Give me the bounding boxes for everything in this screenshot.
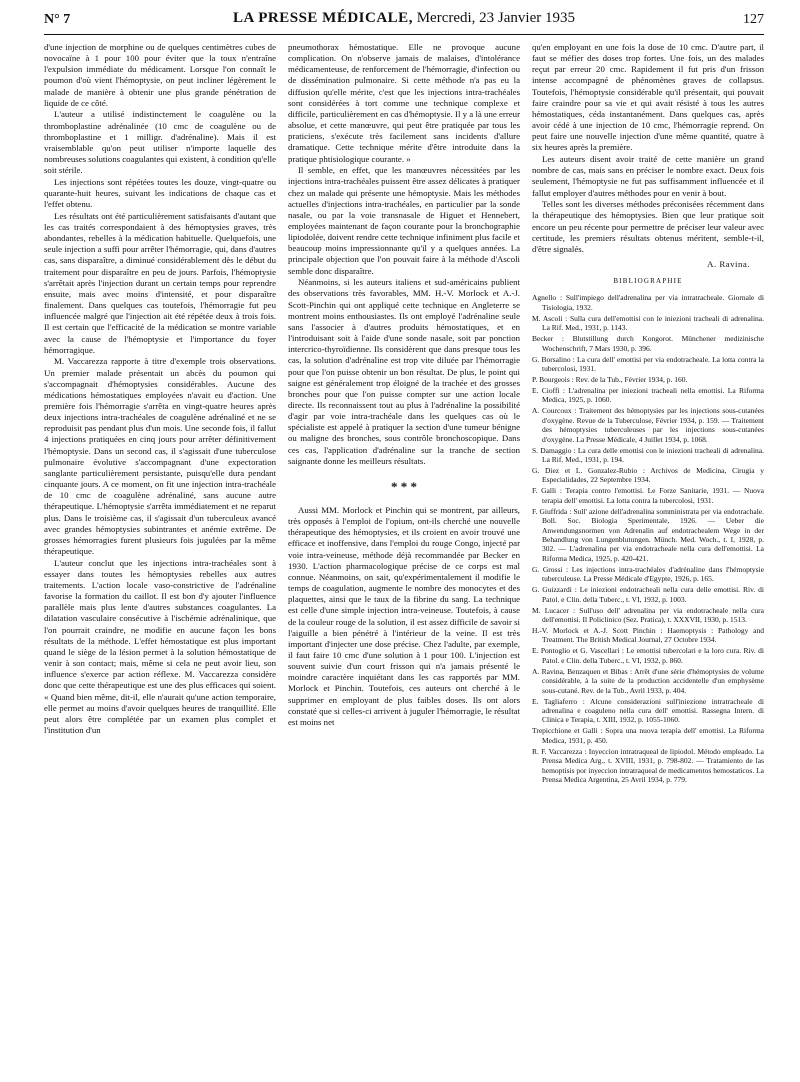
bibliography-entry: Trepicchione et Galli : Sopra una nuova terapia dell' emottisi. La Riforma Medica, 1931, p. 450. (532, 726, 764, 745)
page-header (44, 12, 764, 32)
paragraph: Néanmoins, si les auteurs italiens et sud-américains publient des observations très favorables, MM. H.-V. Morlock et A.-J. Scott-Pinchin qui ont appliqué cette technique en Angleterre se montrent moins enthousiastes. Ils ont employé l'adrénaline seule sans l'associer à d'autres produits hémostatiques, et en l'introduisant soit à l'aide d'une sonde nasale, soit par ponction intercrico-thyroïdienne. Ils considèrent que dans presque tous les cas, la solution d'adrénaline est trop vite diluée par l'hémorragie pour que l'on puisse obtenir un bon résultat. De plus, le point qui saigne est généralement trop éloigné de la trachée et des grosses bronches pour que l'on puisse compter sur une action locale directe. Ils reconnaissent tout au plus à l'adrénaline la possibilité d'agir par voie intra-trachéale dans les quelques cas où le spécialiste est appelé à pratiquer la section d'une tumeur bénigne ou maligne des bronches, sous contrôle bronchoscopique. Dans ces cas, l'application d'adrénaline sur la tranche de section saignante donne les meilleurs résultats. (288, 277, 520, 466)
paragraph: d'une injection de morphine ou de quelques centimètres cubes de novocaïne à 1 pour 100 pour éviter que la toux n'entraîne l'expulsion immédiate du médicament. Lorsque l'on connaît le poumon d'où vient l'hémoptysie, on peut incliner légèrement le malade de manière à obtenir une plus grande pénétration de liquide de ce côté. (44, 42, 276, 108)
paragraph: Les auteurs disent avoir traité de cette manière un grand nombre de cas, mais sans en préciser le nombre exact. Deux fois seulement, l'hémoptysie ne fut pas suffisamment influencée et il fallut employer d'autres méthodes pour en venir à bout. (532, 154, 764, 198)
paragraph: Telles sont les diverses méthodes préconisées récemment dans la thérapeutique des hémoptysies. Bien que leur pratique soit encore un peu récente pour permettre de préciser leur valeur avec certitude, les premiers résultats obtenus méritent, semble-t-il, d'être signalés. (532, 199, 764, 254)
paragraph: L'auteur conclut que les injections intra-trachéales sont à essayer dans toutes les hémoptysies rebelles aux autres traitements. L'action locale vaso-constrictive de l'adrénaline favorise la formation du caillot. Il est bon d'y ajouter l'influence parallèle mais plus lente d'autres substances coagulantes. La dilatation vasculaire consécutive à l'ischémie adrénalinique, que l'on pourrait craindre, ne modifie en aucune façon les bons résultats de la méthode. L'effet hémostatique est plus important quand le siège de la lésion permet à la solution hémostatique de venir à son contact; mais, même si cela ne peut avoir lieu, son influence s'exerce par action réflexe. M. Vaccarezza considère donc que cette thérapeutique est une des plus efficaces qui soient. « Quand bien même, dit-il, elle n'aurait qu'une action temporaire, elle permet au moins d'avoir quelques heures de tranquillité. Elle peut alors être complétée par un examen plus complet et l'institution d'un (44, 557, 276, 736)
section-break-asterisks: * * * (391, 478, 417, 494)
bibliography-entry: Agnello : Sull'impiego dell'adrenalina per via intratracheale. Giornale di Tisiologia, 1932. (532, 293, 764, 312)
publication-date: Mercredi, 23 Janvier 1935 (416, 10, 575, 26)
header-rule (44, 34, 764, 35)
author-signature: A. Ravina. (707, 258, 750, 269)
paragraph: M. Vaccarezza rapporte à titre d'exemple trois observations. Un premier malade présentait un abcès du poumon qui s'accompagnait d'hémoptysies considérables. Aucune des médications hémostatiques employées n'avait eu d'action. Une première fois l'hémorragie s'arrêta en vingt-quatre heures après deux injections intra-trachéales de coagulène adrénaliné et ne se reproduisit pas pendant plus d'un mois. Une seconde fois, il fallut 4 injections pratiquées en cinq jours pour arrêter définitivement l'hémoptysie. Dans un second cas, il s'agissait d'une tuberculose pulmonaire évolutive s'accompagnant d'une expectoration sanglante particulièrement persistante, puisqu'elle dura pendant cinquante jours. A ce moment, on fit une injection intra-trachéale de 10 cmc de coagulène adrénaliné, sans aucune autre thérapeutique. L'hémoptysie s'arrêta immédiatement et ne reparut plus. Dans le troisième cas, il s'agissait d'un tuberculeux avancé avec grandes hémoptysies subintrantes et anémie extrême. De grosses hémorragies furent plusieurs fois jugulées par la même thérapeutique. (44, 356, 276, 557)
bibliography-entry: H.-V. Morlock et A.-J. Scott Pinchin : Haemoptysis : Pathology and Treatment. The British Medical Journal, 27 Octobre 1934. (532, 626, 764, 645)
paragraph: Les injections sont répétées toutes les douze, vingt-quatre ou quarante-huit heures, suivant les indications de chaque cas et l'effet obtenu. (44, 176, 276, 210)
bibliography-entry: G. Borsalino : La cura dell' emottisi per via endotracheale. La lotta contra la tubercolosi, 1931. (532, 354, 764, 373)
paragraph: pneumothorax hémostatique. Elle ne provoque aucune complication. On n'observe jamais de malaises, d'intolérance médicamenteuse, de renforcement de l'hémorragie, d'infection ou de dissémination pulmonaire. Si cette méthode n'a pas eu la diffusion qu'elle mérite, c'est que les injections intra-trachéales sont considérées à tort comme une technique complexe et difficile, particulièrement en cas d'hémoptysie. Il y a là une erreur absolue, et cette manœuvre, qui peut être pratiquée par tous les praticiens, s'exécute très facilement sans incidents d'allure dramatique. Cette technique mérite d'être introduite dans la pratique phtisiologique courante. » (288, 42, 520, 164)
column-1 (44, 42, 276, 1072)
bibliography-entry: Becker : Blutstillung durch Kongorot. Münchener medizinische Wochenschrift, 7 Mars 1930, p. 396. (532, 334, 764, 353)
bibliography-entry: M. Ascoli : Sulla cura dell'emottisi con le iniezioni tracheali di adrenalina. La Rif. Med., 1931, p. 1143. (532, 313, 764, 333)
bibliography-entry: E. Tagliaferro : Alcune considerazioni sull'iniezione intratracheale di adrenalina e coaguleno nella cura dell' emottisi. Rassegna Intern. di Clinica e Terapia, t. XIII, 1932, p. 1055-1060. (532, 696, 764, 725)
bibliography-entry: F. Giuffrida : Sull' azione dell'adrenalina somministrata per via endotrachale. Boll. Soc. Biologia Sperimentale, 1926. — Ueber die Anwendungsnormen von Adrenalin auf endotrachealem Wege in der Behandlung von Lungenblutungen. Münch. Med. Woch., t. I, 1928, p. 302. — L'adrenalina per via endotracheale nella cura dell'emottisi. La Riforma Medica, 1925, p. 420-421. (532, 506, 764, 563)
bibliography-entry: E. Pontoglio et G. Vascellari : Le emottisi tubercolari e la loro cura. Riv. di Patol. e Clin. della Tuberc., t. VI, 1932, p. 860. (532, 646, 764, 665)
bibliography-entry: P. Bourgeois : Rev. de la Tub., Février 1934, p. 160. (532, 374, 688, 384)
column-2 (288, 42, 520, 1072)
bibliography-entry: G. Grossi : Les injections intra-trachéales d'adrénaline dans l'hémoptysie tuberculeuse. La Presse Médicale d'Egypte, 1926, p. 165. (532, 564, 764, 584)
bibliography-heading: BIBLIOGRAPHIE (613, 277, 683, 286)
header-title (44, 10, 764, 27)
bibliography-entry: M. Lucacer : Sull'uso dell' adrenalina per via endotracheale nella cura dell'emottisi. Il Policlinico (Sez. Pratica), t. XXXVII, 1930, p. 1513. (532, 605, 764, 624)
bibliography-entry: G. Diez et L. Gonzalez-Rubio : Archivos de Medicina, Cirugia y Especialidades, 22 Septembre 1934. (532, 465, 764, 485)
paragraph: Les résultats ont été particulièrement satisfaisants d'autant que les cas traités correspondaient à des hémoptysies graves, très abondantes, rebelles à la médication habituelle. Quelquefois, une seule injection a suffi pour arrêter l'hémorragie, qui, dans d'autres cas, sans disparaître, a diminué considérablement dès le début du traitement pour disparaître en peu de jours. Parfois, l'hémoptysie s'arrêtait après l'injection durant un certain temps pour reprendre ensuite, mais avec moins d'intensité, et pour disparaître finalement. Dans quelques cas toutefois, l'hémorragie fut peu influencée malgré que l'injection ait été répétée deux à trois fois. Il est certain que l'efficacité de la médication se montre variable avec la cause de l'hémoptysie et l'importance du foyer hémorragique. (44, 210, 276, 355)
bibliography-entry: F. Galli : Terapia contro l'emottisi. Le Forze Sanitarie, 1931. — Nuova terapia dell' emottisi. La lotta contra la tubercolosi, 1931. (532, 486, 764, 505)
paragraph: L'auteur a utilisé indistinctement le coagulène ou la thromboplastine adrénalinée (10 cmc de coagulène ou de thromboplastine et 1 milligr. d'adrénaline). Mais il est vraisemblable qu'on peut utiliser n'importe laquelle des nombreuses solutions coagulantes qui existent, à condition qu'elle soit stérile. (44, 109, 276, 176)
bibliography-entry: A. Ravina, Benzaquen et Bibas : Arrêt d'une série d'hémoptysies de volume considérable, à la suite de la production accidentelle d'un emphysème sous-cutané. Rev. de la Tub., Avril 1933, p. 404. (532, 666, 764, 695)
bibliography-entry: S. Damaggio : La cura delle emottisi con le iniezioni tracheali di adrenalina. La Rif. Med., 1931, p. 194. (532, 445, 764, 464)
bibliography-entry: E. Cioffi : L'adrenalina per iniezioni tracheali nella emottisi. La Riforma Medica, 1925, p. 1060. (532, 385, 764, 405)
bibliography-entry: A. Courcoux : Traitement des hémoptysies par les injections sous-cutanées d'oxygène. Revue de la Tuberculose, Février 1934, p. 159. — Traitement des hémoptysies tuberculeuses par les injections sous-cutanées d'oxygène. La Presse Médicale, 4 Juillet 1934, p. 1068. (532, 406, 764, 444)
column-3 (532, 42, 764, 1072)
page-number: 127 (743, 12, 764, 27)
publication-name: LA PRESSE MÉDICALE, (232, 10, 413, 26)
bibliography-entry: R. F. Vaccarezza : Inyeccion intratraqueal de lipiodol. Método empleado. La Prensa Medica Arg., t. XVIII, 1931, p. 798-802. — Tratamiento de las hemoptisis por inyeccion intratraqueal de medicamentos hemostaticos. La Prensa Medica Argentina, 25 Avril 1934, p. 779. (532, 746, 764, 785)
paragraph: Aussi MM. Morlock et Pinchin qui se montrent, par ailleurs, très opposés à l'emploi de l'opium, ont-ils cherché une nouvelle thérapeutique des hémoptysies, et ils croient en avoir trouvé une efficace et inoffensive, dans l'emploi du rouge Congo, injecté par voie intra-veineuse, méthode déjà recommandée par Becker en 1930. L'action pharmacologique précise de ce corps est mal connue. Néanmoins, on sait, qu'expérimentalement il modifie le temps de coagulation, augmente le nombre des monocytes et des plaquettes, ainsi que le taux de la fibrine du sang. La technique est celle d'une simple injection intra-veineuse. Toutefois, à cause de la couleur rouge de la solution, il est assez difficile de savoir si l'aiguille a bien pénétré à l'intérieur de la veine. Il est très important d'injecter une dose précise. Chez l'adulte, par exemple, il faut faire 10 cmc d'une solution à 1 pour 100. L'injection est souvent suivie d'un court frisson qui n'a jamais présenté le moindre caractère inquiétant dans les cas rapportés par MM. Morlock et Pinchin. Toutefois, ces auteurs ont cherché à le supprimer en employant de plus faibles doses. Ils ont alors constaté que si celles-ci arrivent à juguler l'hémorragie, le résultat est moins net (288, 504, 520, 727)
bibliography-entry: G. Guizzardi : Le iniezioni endotracheali nella cura delle emottisi. Riv. di Patol. e Clin. della Tuberc., t. VI, 1932, p. 1003. (532, 585, 764, 604)
paragraph: Il semble, en effet, que les manœuvres nécessitées par les injections intra-trachéales puissent être assez délicates à pratiquer chez un malade qui présente une hémoptysie. Mais les méthodes actuelles d'injections intra-trachéales, en particulier par la sonde nasale, ou par la voie transnasale de Higuet et Hennebert, employées maintenant de façon courante pour la bronchographie lipiodolée, doivent rendre cette technique infiniment plus facile et beaucoup moins impressionnante qu'il y a quelques années. La principale objection que l'on pouvait faire à la méthode d'Ascoli semble donc disparaître. (288, 165, 520, 276)
issue-number: N° 7 (44, 12, 71, 27)
paragraph: qu'en employant en une fois la dose de 10 cmc. D'autre part, il faut se méfier des doses trop fortes. Une fois, un des malades reçut par erreur 20 cmc. Rapidement il fut pris d'un frisson intense accompagné de phénomènes graves de collapsus. Toutefois, l'hémoptysie considérable qu'il présentait, qui pouvait faire craindre pour sa vie et qui avait résisté à tous les autres hémostatiques, céda instantanément. Dans quelques cas, après avoir cédé à une injection de 10 cmc, l'hémorragie reprend. On peut faire une nouvelle injection d'une même quantité, quatre à six heures après la première. (532, 42, 764, 153)
bibliography-list (532, 293, 764, 784)
